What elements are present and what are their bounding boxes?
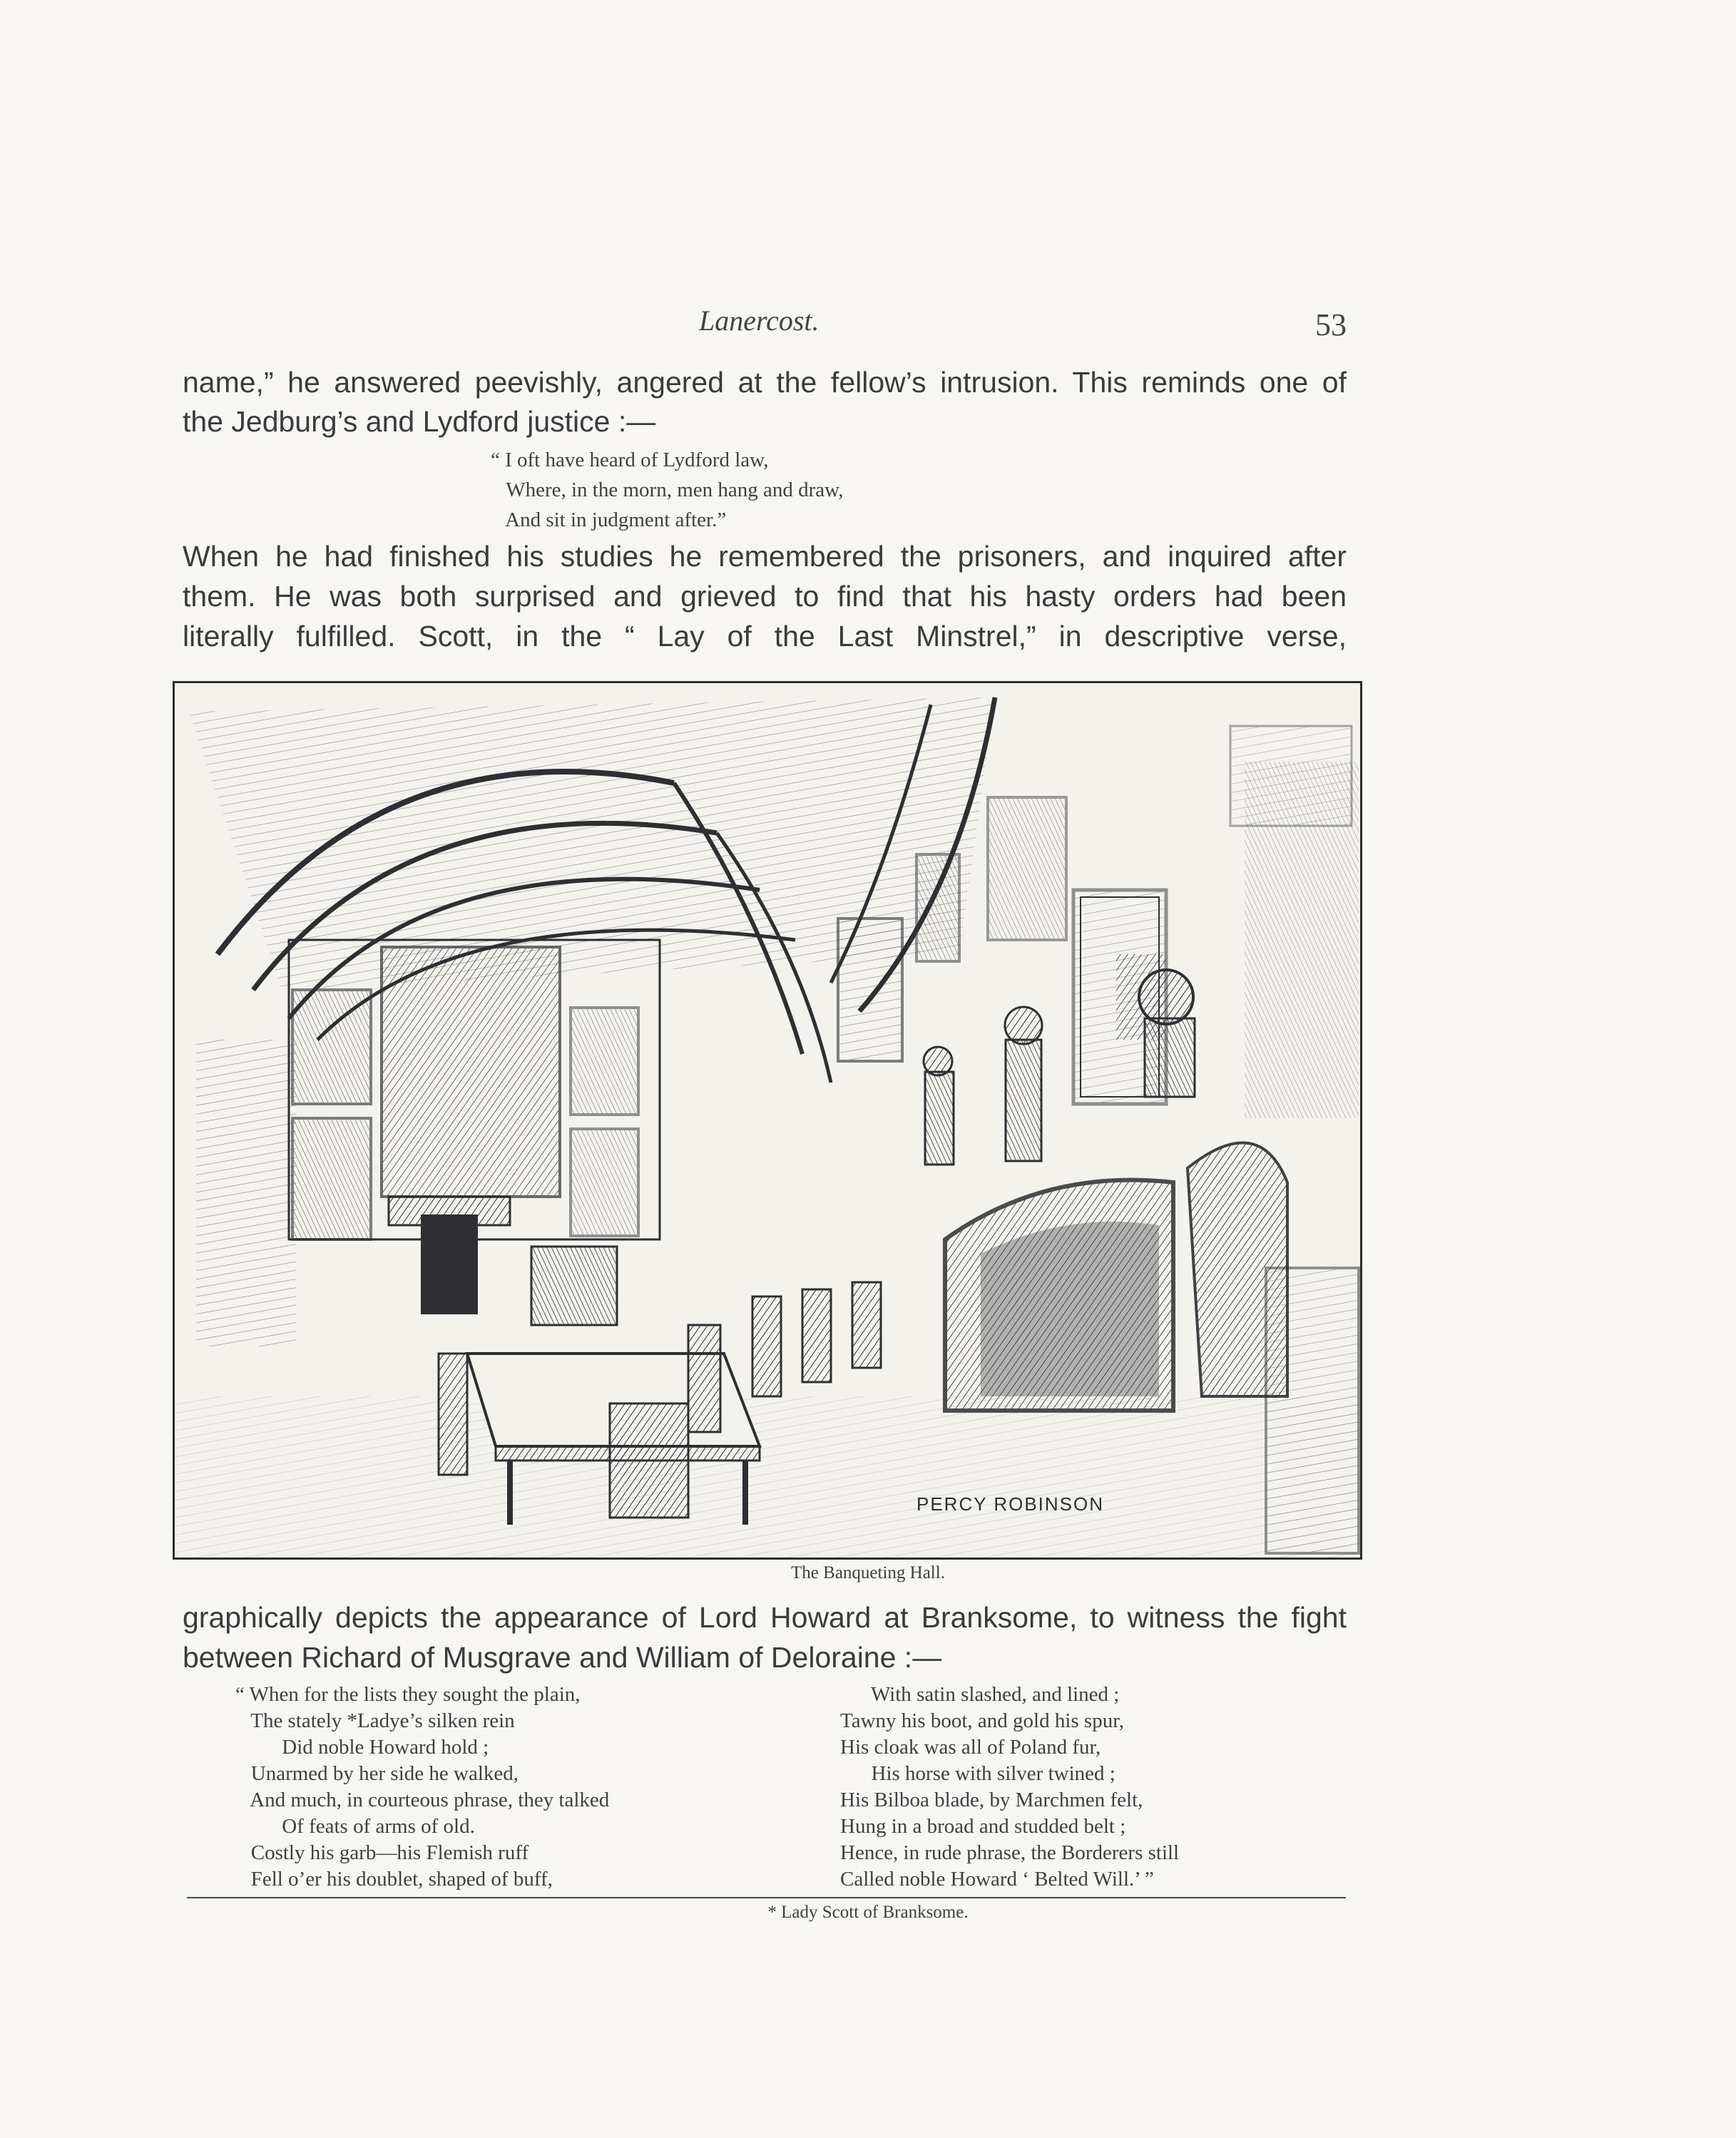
verse-line: His cloak was all of Poland fur,	[840, 1736, 1101, 1759]
verse-line: With satin slashed, and lined ;	[840, 1683, 1120, 1706]
page-number: 53	[1315, 307, 1347, 342]
paragraph-line: graphically depicts the appearance of Lord Howard at Branksome, to witness the fight	[183, 1601, 1347, 1634]
verse-line: The stately *Ladye’s silken rein	[235, 1709, 515, 1732]
verse-line: Unarmed by her side he walked,	[235, 1762, 519, 1785]
footnote-divider	[187, 1897, 1346, 1898]
verse-line: Called noble Howard ‘ Belted Will.’ ”	[840, 1868, 1154, 1891]
verse-line: Hung in a broad and studded belt ;	[840, 1815, 1126, 1838]
verse-line: Fell o’er his doublet, shaped of buff,	[235, 1868, 553, 1891]
verse-line: Did noble Howard hold ;	[235, 1736, 489, 1759]
verse-line: And much, in courteous phrase, they talked	[235, 1789, 610, 1811]
verse-line: Costly his garb—his Flemish ruff	[235, 1841, 529, 1864]
paragraph-line: name,” he answered peevishly, angered at the fellow’s intrusion. This reminds one of	[183, 366, 1347, 399]
artist-signature: PERCY ROBINSON	[916, 1493, 1105, 1515]
running-head	[0, 304, 1736, 347]
verse-line: Of feats of arms of old.	[235, 1815, 475, 1838]
paragraph-line: them. He was both surprised and grieved to find that his hasty orders had been	[183, 580, 1347, 613]
verse-line: His Bilboa blade, by Marchmen felt,	[840, 1789, 1143, 1811]
paragraph-line: literally fulfilled. Scott, in the “ Lay of the Last Minstrel,” in descriptive verse,	[183, 620, 1347, 653]
footnote: * Lady Scott of Branksome.	[767, 1903, 969, 1922]
verse-quotation	[491, 445, 843, 535]
verse-column-left	[235, 1682, 609, 1893]
verse-line: Tawny his boot, and gold his spur,	[840, 1709, 1124, 1732]
verse-line: His horse with silver twined ;	[840, 1762, 1115, 1785]
figure-caption: The Banqueting Hall.	[791, 1563, 945, 1582]
verse-line: “ When for the lists they sought the plain,	[235, 1683, 581, 1706]
banqueting-hall-illustration	[173, 681, 1362, 1560]
verse-line: Where, in the morn, men hang and draw,	[491, 479, 844, 501]
verse-column-right	[840, 1682, 1179, 1893]
paragraph-line: When he had finished his studies he remembered the prisoners, and inquired after	[183, 540, 1347, 573]
verse-line: And sit in judgment after.”	[491, 508, 727, 531]
paragraph-line: the Jedburg’s and Lydford justice :—	[183, 405, 656, 438]
running-title: Lanercost.	[699, 305, 820, 337]
paragraph-line: between Richard of Musgrave and William of Deloraine :—	[183, 1641, 942, 1674]
verse-line: Hence, in rude phrase, the Borderers still	[840, 1841, 1180, 1864]
verse-line: “ I oft have heard of Lydford law,	[491, 449, 769, 471]
